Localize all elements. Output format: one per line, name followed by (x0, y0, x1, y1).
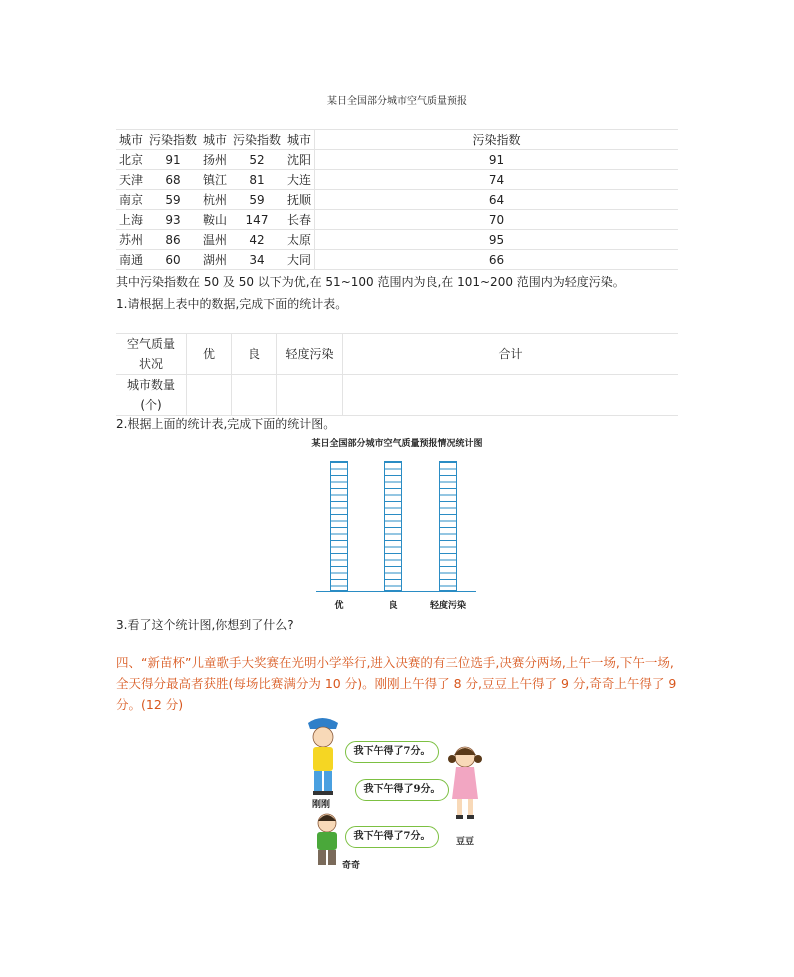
kid-label-ganggang: 刚刚 (312, 800, 331, 810)
table-cell: 95 (315, 230, 679, 250)
table-cell: 北京 (116, 150, 146, 170)
table-cell: 91 (315, 150, 679, 170)
header-cell: 优 (187, 334, 232, 375)
table-cell: 温州 (200, 230, 230, 250)
speech-bubble-doudou: 我下午得了9分。 (355, 779, 449, 801)
table-cell: 太原 (284, 230, 315, 250)
blank-cell[interactable] (343, 375, 679, 416)
table-row (116, 250, 678, 270)
table-cell: 93 (146, 210, 200, 230)
x-label: 轻度污染 (429, 601, 466, 611)
table-cell: 68 (146, 170, 200, 190)
header-cell: 污染指数 (146, 130, 200, 150)
header-cell: 良 (232, 334, 277, 375)
table-cell: 杭州 (200, 190, 230, 210)
table-cell: 南京 (116, 190, 146, 210)
grid-column-light-pollution[interactable] (439, 461, 457, 591)
table-row (116, 210, 678, 230)
table-cell: 52 (230, 150, 284, 170)
page-title: 某日全国部分城市空气质量预报 (327, 96, 467, 107)
classification-note: 其中污染指数在 50 及 50 以下为优,在 51~100 范围内为良,在 101~200 范围内为轻度污染。 (116, 275, 625, 289)
table-cell: 59 (146, 190, 200, 210)
speech-bubble-qiqi: 我下午得了7分。 (345, 826, 439, 848)
question-2: 2.根据上面的统计表,完成下面的统计图。 (116, 417, 336, 431)
question-3: 3.看了这个统计图,你想到了什么? (116, 618, 294, 632)
question-4: 四、“新苗杯”儿童歌手大奖赛在光明小学举行,进入决赛的有三位选手,决赛分两场,上午一场,下午一场,全天得分最高者获胜(每场比赛满分为 10 分)。刚刚上午得了 8 分,豆豆上午得了 9 分,奇奇上午得了 9 分。(12 分) (116, 655, 677, 712)
table-cell: 64 (315, 190, 679, 210)
grid-column-you[interactable] (330, 461, 348, 591)
header-cell: 轻度污染 (277, 334, 343, 375)
table-cell: 59 (230, 190, 284, 210)
table-cell: 镇江 (200, 170, 230, 190)
table-cell: 66 (315, 250, 679, 270)
table-cell: 抚顺 (284, 190, 315, 210)
table-row (116, 334, 678, 375)
row-header-cell (116, 334, 187, 375)
table-cell: 74 (315, 170, 679, 190)
header-cell: 城市 (284, 130, 315, 150)
table-cell: 南通 (116, 250, 146, 270)
table-cell: 42 (230, 230, 284, 250)
chart-title: 某日全国部分城市空气质量预报情况统计图 (311, 439, 483, 449)
table-row (116, 150, 678, 170)
table-cell: 长春 (284, 210, 315, 230)
kid-ganggang-figure (308, 718, 338, 795)
header-cell: 城市 (116, 130, 146, 150)
row-header-cell (116, 375, 187, 416)
header-cell: 污染指数 (315, 130, 679, 150)
x-label: 优 (334, 601, 344, 611)
header-cell: 污染指数 (230, 130, 284, 150)
table-header-row (116, 130, 678, 150)
kid-label-doudou: 豆豆 (456, 837, 475, 847)
table-row (116, 190, 678, 210)
blank-cell[interactable] (277, 375, 343, 416)
table-row (116, 230, 678, 250)
table-cell: 大同 (284, 250, 315, 270)
table-cell: 上海 (116, 210, 146, 230)
grid-column-liang[interactable] (384, 461, 402, 591)
table-cell: 91 (146, 150, 200, 170)
kid-label-qiqi: 奇奇 (342, 861, 361, 871)
row-header-line: 空气质量 (126, 337, 175, 351)
table-cell: 81 (230, 170, 284, 190)
header-cell: 合计 (343, 334, 679, 375)
table-cell: 34 (230, 250, 284, 270)
stats-table (116, 333, 678, 416)
speech-bubble-ganggang: 我下午得了7分。 (345, 741, 439, 763)
table-cell: 147 (230, 210, 284, 230)
row-header-line: 城市数量 (126, 378, 175, 392)
table-cell: 天津 (116, 170, 146, 190)
blank-cell[interactable] (232, 375, 277, 416)
table-cell: 苏州 (116, 230, 146, 250)
table-cell: 60 (146, 250, 200, 270)
table-cell: 70 (315, 210, 679, 230)
table-row (116, 170, 678, 190)
table-cell: 湖州 (200, 250, 230, 270)
table-cell: 沈阳 (284, 150, 315, 170)
question-1: 1.请根据上表中的数据,完成下面的统计表。 (116, 297, 348, 311)
kid-doudou-figure (448, 747, 482, 819)
table-cell: 鞍山 (200, 210, 230, 230)
x-label: 良 (388, 601, 398, 611)
x-axis (316, 591, 476, 592)
table-row (116, 375, 678, 416)
table-cell: 大连 (284, 170, 315, 190)
row-header-line: (个) (140, 398, 162, 412)
table-cell: 扬州 (200, 150, 230, 170)
header-cell: 城市 (200, 130, 230, 150)
blank-cell[interactable] (187, 375, 232, 416)
pollution-table (116, 129, 678, 270)
table-cell: 86 (146, 230, 200, 250)
kid-qiqi-figure (317, 814, 337, 865)
row-header-line: 状况 (138, 357, 163, 371)
